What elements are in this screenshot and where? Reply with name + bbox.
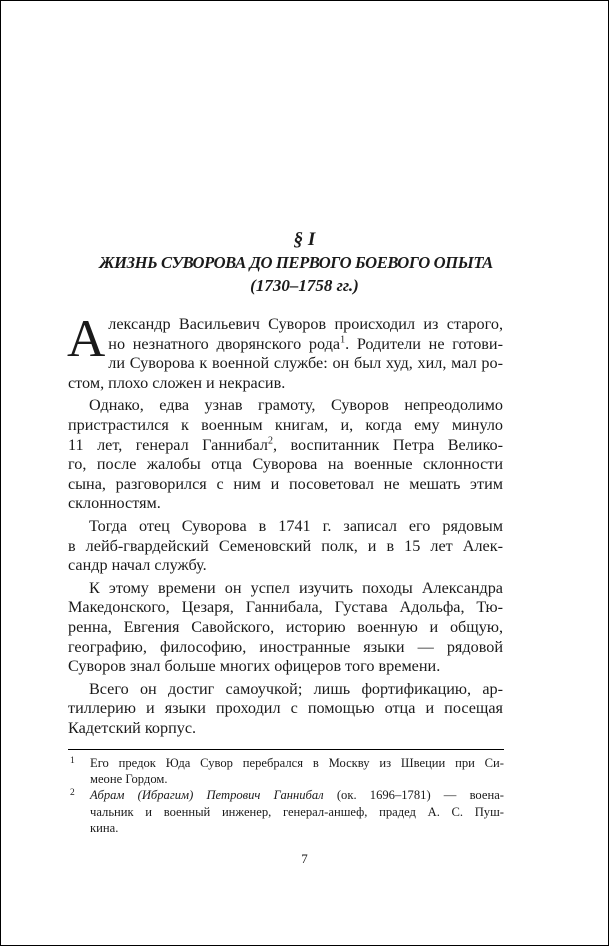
text-line: стом, плохо сложен и некрасив. <box>68 373 286 392</box>
chapter-title: ЖИЗНЬ СУВОРОВА ДО ПЕРВОГО БОЕВОГО ОПЫТА <box>99 253 493 272</box>
text-line: в лейб-гвардейский Семеновский полк, и в 15 лет Алек- <box>68 536 503 555</box>
text-line: лександр Васильевич Суворов происходил из старого, <box>108 315 503 333</box>
text-fragment: но незнатного дворянского рода <box>108 334 341 353</box>
footnote-line: Его предок Юда Сувор перебрался в Москву из Швеции при Си- <box>90 756 504 770</box>
main-text <box>67 310 503 741</box>
text-line <box>68 436 503 456</box>
paragraph-4 <box>68 579 503 677</box>
footnotes <box>68 755 504 836</box>
text-line <box>68 335 503 355</box>
footnote-number: 1 <box>70 756 75 766</box>
text-line: Суворов знал больше многих офицеров того времени. <box>68 657 441 676</box>
footnote-line <box>90 787 504 803</box>
footnote-divider <box>68 749 504 750</box>
footnote-ref[interactable]: 1 <box>340 334 346 346</box>
paragraph-3 <box>68 517 503 576</box>
text-line: пристрастился к военным книгам, и, когда ему минуло <box>68 415 503 434</box>
footnote-ref[interactable]: 2 <box>267 435 273 447</box>
paragraph-2 <box>68 396 503 514</box>
text-line: тиллерию и языки проходил с помощью отца и посещая <box>68 699 503 718</box>
text-line: го, после жалобы отца Суворова на военные склонности <box>68 455 503 474</box>
footnote-line: кина. <box>90 820 119 835</box>
text-fragment: . Родители не готови- <box>345 334 503 353</box>
text-line: ренна, Евгения Савойского, историю военную и общую, <box>68 617 503 636</box>
page-number: 7 <box>301 851 308 866</box>
footnote-line: меоне Гордом. <box>90 772 168 787</box>
text-line: склонностям. <box>68 494 161 513</box>
text-line: Тогда отец Суворова в 1741 г. записал его рядовым <box>89 516 503 535</box>
text-line: сына, разговорился с ним и посоветовал не мешать этим <box>68 474 503 493</box>
paragraph-5 <box>68 680 503 739</box>
text-line: Кадетский корпус. <box>68 718 197 737</box>
text-line: К этому времени он успел изучить походы Александра <box>89 578 503 597</box>
text-fragment: 11 лет, генерал Ганнибал <box>68 435 268 454</box>
text-line: ли Суворова к военной службе: он был худ, хил, мал ро- <box>108 354 503 373</box>
chapter-years: (1730–1758 гг.) <box>250 276 359 295</box>
text-line: Однако, едва узнав грамоту, Суворов непреодолимо <box>89 396 503 415</box>
text-line: географию, философию, иностранные языки — рядовой <box>68 637 503 656</box>
footnote-number: 2 <box>70 788 75 799</box>
text-fragment: , воспитанник Петра Велико- <box>272 435 503 454</box>
footnote-text: (ок. 1696–1781) — воена- <box>323 788 504 803</box>
text-line: Македонского, Цезаря, Ганнибала, Густава Адольфа, Тю- <box>68 598 503 617</box>
drop-cap: А <box>67 310 106 368</box>
paragraph-1 <box>67 310 503 393</box>
footnote-2 <box>68 787 504 836</box>
text-line: сандр начал службу. <box>68 556 207 575</box>
text-line: Всего он достиг самоучкой; лишь фортификацию, ар- <box>89 679 503 698</box>
footnote-line: чальник и военный инженер, генерал-аншеф, прадед А. С. Пуш- <box>90 804 504 819</box>
footnote-italic-name: Абрам (Ибрагим) Петрович Ганнибал <box>90 788 324 803</box>
section-mark: § I <box>293 229 316 250</box>
footnote-1 <box>68 755 504 787</box>
